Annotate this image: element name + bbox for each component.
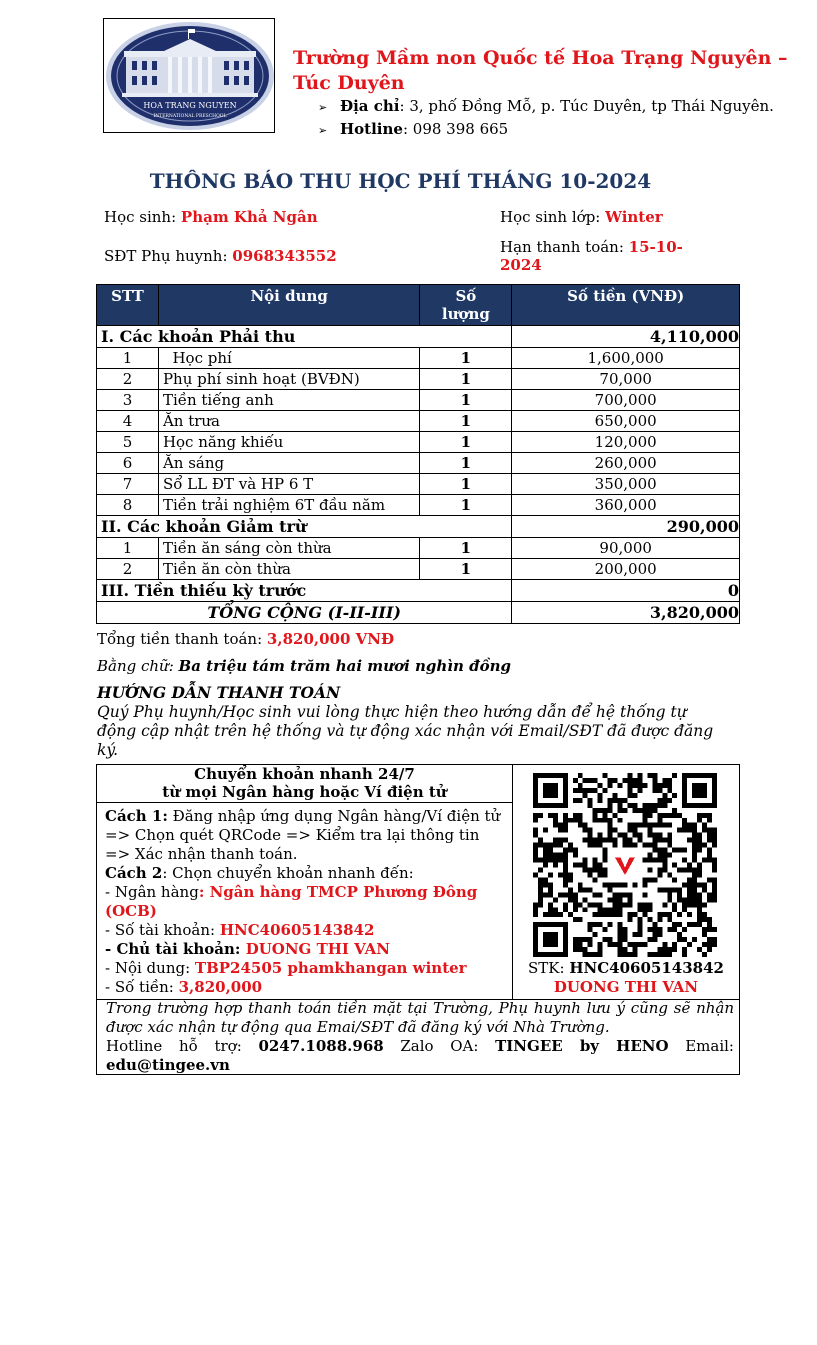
support-line: Hotline hỗ trợ: 0247.1088.968 Zalo OA: TINGEE by HENO Email:	[106, 1037, 734, 1055]
address-label: Địa chỉ	[340, 97, 400, 115]
transfer-content: TBP24505 phamkhangan winter	[194, 959, 467, 977]
parent-phone-label: SĐT Phụ huynh:	[104, 247, 233, 265]
address-value: : 3, phố Đồng Mỗ, p. Túc Duyên, tp Thái Nguyên.	[399, 97, 774, 115]
school-logo	[103, 18, 275, 133]
table-row: 4 Ăn trưa 1 650,000	[97, 411, 740, 432]
grand-total-row	[97, 602, 740, 624]
grand-total-value: 3,820,000	[512, 602, 740, 624]
table-header-row	[97, 285, 740, 326]
bank-name: : Ngân hàng TMCP Phương Đông (OCB)	[105, 883, 478, 920]
table-row: 7 Sổ LL ĐT và HP 6 T 1 350,000	[97, 474, 740, 495]
section-total: 0	[512, 580, 740, 602]
table-row: 5 Học năng khiếu 1 120,000	[97, 432, 740, 453]
table-row: 3 Tiền tiếng anh 1 700,000	[97, 390, 740, 411]
hotline-label: Hotline	[340, 120, 403, 138]
qr-code-image[interactable]	[533, 773, 717, 957]
table-row: 8 Tiền trải nghiệm 6T đầu năm 1 360,000	[97, 495, 740, 516]
section-label: II. Các khoản Giảm trừ	[97, 516, 512, 538]
col-header-quantity: Số lượng	[420, 285, 512, 326]
support-email[interactable]: edu@tingee.vn	[106, 1056, 230, 1074]
parent-phone-line	[104, 247, 337, 265]
student-class-label: Học sinh lớp:	[500, 208, 606, 226]
deadline-label: Hạn thanh toán:	[500, 238, 629, 256]
student-name-line	[104, 208, 318, 226]
grand-total-label: TỔNG CỘNG (I-II-III)	[97, 602, 512, 624]
section-row-receivables	[97, 326, 740, 348]
transfer-amount: 3,820,000	[178, 978, 263, 996]
qr-account-name: DUONG THI VAN	[553, 978, 699, 996]
student-class: Winter	[605, 208, 663, 226]
section-row-deductions	[97, 516, 740, 538]
qr-account-info: STK: HNC40605143842 DUONG THI VAN	[528, 959, 724, 996]
cash-note	[106, 999, 734, 1075]
notice-title: THÔNG BÁO THU HỌC PHÍ THÁNG 10-2024	[149, 169, 652, 193]
col-header-amount: Số tiền (VNĐ)	[512, 285, 740, 326]
deadline-line	[500, 238, 720, 274]
support-phone: 0247.1088.968	[258, 1037, 384, 1055]
deadline-value: 15-10-2024	[500, 238, 683, 274]
section-row-arrears	[97, 580, 740, 602]
total-payment-label: Tổng tiền thanh toán:	[97, 630, 267, 648]
logo-text-1: HOA TRANG NGUYEN	[143, 101, 237, 110]
section-total: 290,000	[512, 516, 740, 538]
total-payment-line	[97, 630, 394, 648]
transfer-steps: Cách 1: Đăng nhập ứng dụng Ngân hàng/Ví điện tử => Chọn quét QRCode => Kiểm tra lại thông tin => Xác nhận thanh toán. Cách 2: Chọn chuyển khoản nhanh đến: - Ngân hàng: Ngân hàng TMCP Phương Đông (OCB) - Số tài khoản: HNC40605143842 - Chủ tài khoản: DUONG THI VAN - Nội dung: TBP24505 phamkhangan winter - Số tiền: 3,820,000	[105, 807, 501, 996]
guide-text: Quý Phụ huynh/Học sinh vui lòng thực hiện theo hướng dẫn để hệ thống tự động cập nhật trên hệ thống và tự động xác nhận với Email/SĐT đã được đăng ký.	[97, 703, 714, 759]
total-payment-value: 3,820,000 VNĐ	[266, 630, 395, 648]
address-line	[318, 97, 774, 115]
logo-text-2: INTERNATIONAL PRESCHOOL	[153, 114, 227, 119]
hotline-value: : 098 398 665	[402, 120, 509, 138]
table-row: 6 Ăn sáng 1 260,000	[97, 453, 740, 474]
section-label: I. Các khoản Phải thu	[97, 326, 512, 348]
amount-in-words-value: Ba triệu tám trăm hai mươi nghìn đồng	[178, 657, 512, 675]
table-row: 2 Phụ phí sinh hoạt (BVĐN) 1 70,000	[97, 369, 740, 390]
hotline-line	[318, 120, 508, 138]
payment-guide	[97, 683, 717, 760]
fee-table	[96, 284, 740, 624]
school-name: Trường Mầm non Quốc tế Hoa Trạng Nguyên – Túc Duyên	[293, 47, 788, 94]
student-name: Phạm Khả Ngân	[180, 208, 318, 226]
table-row: 1 Học phí 1 1,600,000	[97, 348, 740, 369]
col-header-stt: STT	[97, 285, 159, 326]
account-holder: DUONG THI VAN	[245, 940, 390, 958]
parent-phone: 0968343552	[232, 247, 337, 265]
section-label: III. Tiền thiếu kỳ trước	[97, 580, 512, 602]
col-header-content: Nội dung	[158, 285, 420, 326]
table-row: 2 Tiền ăn còn thừa 1 200,000	[97, 559, 740, 580]
cash-note-text: Trong trường hợp thanh toán tiền mặt tại Trường, Phụ huynh lưu ý cũng sẽ nhận được xác nhận tự động qua Emai/SĐT đã đăng ký với Nhà Trường.	[106, 999, 734, 1036]
amount-in-words-line	[97, 657, 511, 675]
arrow-bullet-icon: ➢	[318, 124, 328, 137]
student-class-line	[500, 208, 663, 226]
student-name-label: Học sinh:	[104, 208, 181, 226]
account-number: HNC40605143842	[219, 921, 375, 939]
guide-heading: HƯỚNG DẪN THANH TOÁN	[97, 683, 341, 702]
zalo-account: TINGEE by HENO	[495, 1037, 669, 1055]
section-total: 4,110,000	[512, 326, 740, 348]
table-row: 1 Tiền ăn sáng còn thừa 1 90,000	[97, 538, 740, 559]
amount-in-words-label: Bằng chữ:	[97, 657, 179, 675]
qr-account-number: HNC40605143842	[569, 959, 724, 977]
payment-box	[96, 764, 740, 1075]
arrow-bullet-icon: ➢	[318, 101, 328, 114]
transfer-heading: Chuyển khoản nhanh 24/7 từ mọi Ngân hàng hoặc Ví điện tử	[162, 765, 447, 801]
